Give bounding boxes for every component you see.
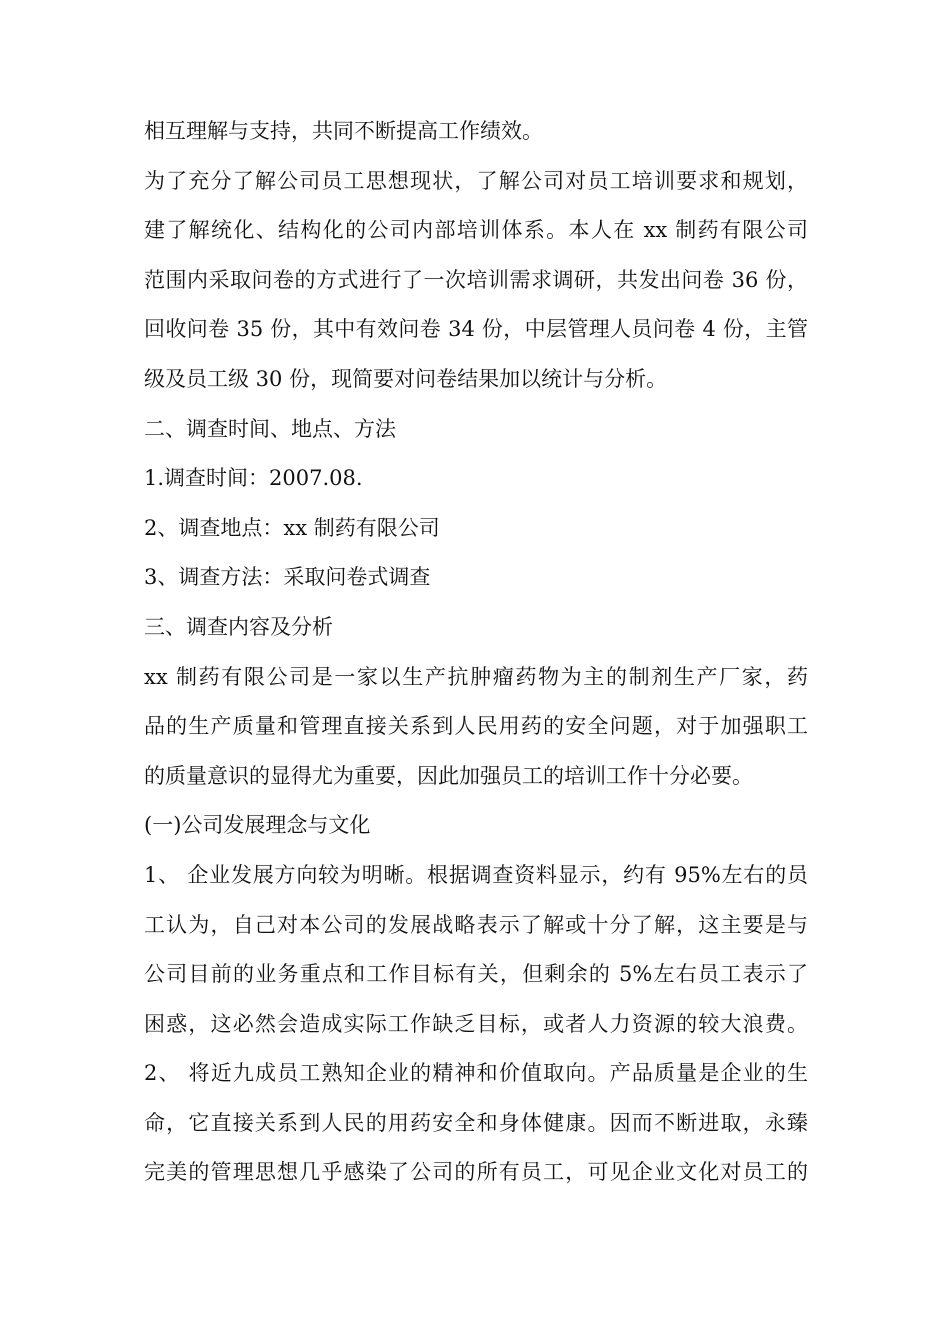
section-heading: 二、调查时间、地点、方法	[144, 416, 396, 441]
text-line: 困惑，这必然会造成实际工作缺乏目标，或者人力资源的较大浪费。	[144, 1011, 808, 1036]
text-line: 完美的管理思想几乎感染了公司的所有员工，可见企业文化对员工的	[144, 1160, 808, 1185]
text-line: 1、 企业发展方向较为明晰。根据调查资料显示，约有 95%左右的员	[144, 862, 808, 887]
text-line: 3、调查方法：采取问卷式调查	[144, 565, 431, 590]
text-line: xx 制药有限公司是一家以生产抗肿瘤药物为主的制剂生产厂家，药	[144, 664, 808, 689]
body-text	[144, 107, 808, 1198]
text-line: 公司目前的业务重点和工作目标有关，但剩余的 5%左右员工表示了	[144, 962, 808, 987]
subsection-heading: (一)公司发展理念与文化	[144, 813, 371, 838]
text-line: 回收问卷 35 份，其中有效问卷 34 份，中层管理人员问卷 4 份，主管	[144, 317, 808, 342]
text-line: 1.调查时间：2007.08.	[144, 466, 363, 491]
text-line: 2、 将近九成员工熟知企业的精神和价值取向。产品质量是企业的生	[144, 1061, 808, 1086]
text-line: 范围内采取问卷的方式进行了一次培训需求调研，共发出问卷 36 份，	[144, 267, 808, 292]
text-line: 品的生产质量和管理直接关系到人民用药的安全问题，对于加强职工	[144, 714, 808, 739]
text-line: 相互理解与支持，共同不断提高工作绩效。	[144, 119, 543, 143]
section-heading: 三、调查内容及分析	[144, 614, 333, 639]
text-line: 为了充分了解公司员工思想现状，了解公司对员工培训要求和规划，	[144, 168, 808, 193]
text-line: 命，它直接关系到人民的用药安全和身体健康。因而不断进取，永臻	[144, 1110, 808, 1135]
text-line: 建了解统化、结构化的公司内部培训体系。本人在 xx 制药有限公司	[144, 218, 808, 243]
text-line: 的质量意识的显得尤为重要，因此加强员工的培训工作十分必要。	[144, 763, 753, 788]
text-line: 2、调查地点：xx 制药有限公司	[144, 515, 440, 540]
text-line: 工认为，自己对本公司的发展战略表示了解或十分了解，这主要是与	[144, 912, 808, 937]
text-line: 级及员工级 30 份，现简要对问卷结果加以统计与分析。	[144, 366, 668, 391]
